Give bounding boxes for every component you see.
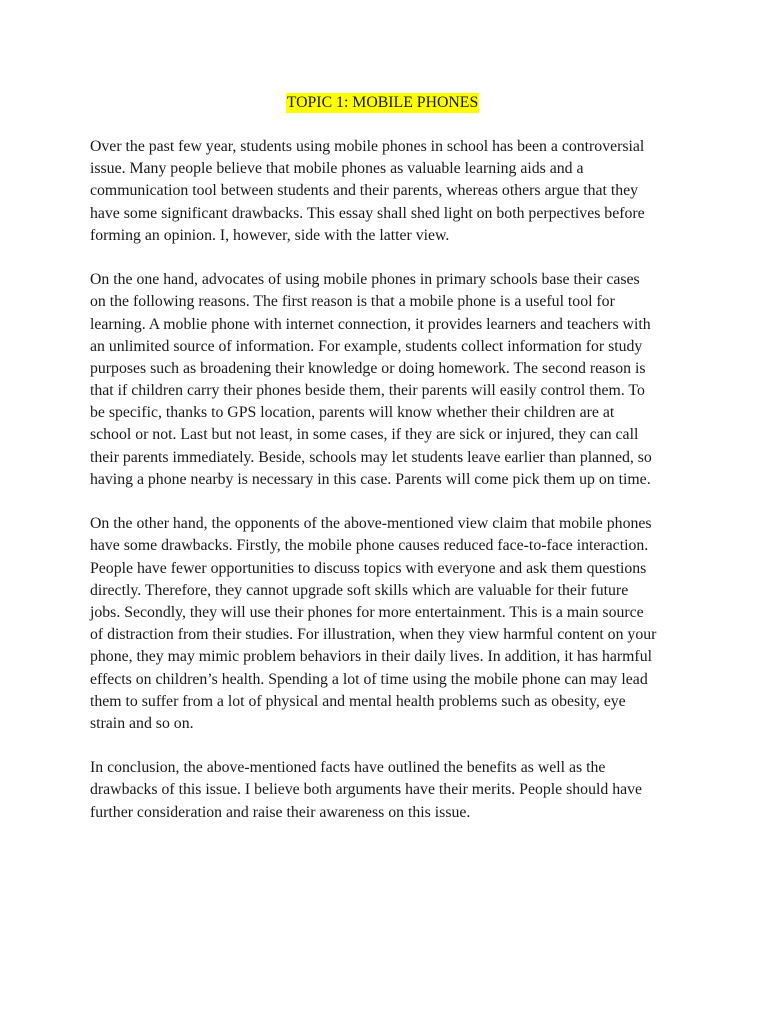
text-line: issue. Many people believe that mobile phones as valuable learning aids and a: [90, 160, 584, 178]
text-line: have some significant drawbacks. This essay shall shed light on both perpectives before: [90, 204, 645, 222]
document-title: TOPIC 1: MOBILE PHONES: [286, 94, 479, 111]
text-line: forming an opinion. I, however, side with the latter view.: [90, 226, 450, 244]
text-line: have some drawbacks. Firstly, the mobile phone causes reduced face-to-face interaction.: [90, 537, 649, 555]
text-line: On the one hand, advocates of using mobile phones in primary schools base their cases: [90, 271, 640, 289]
text-line: In conclusion, the above-mentioned facts have outlined the benefits as well as the: [90, 759, 606, 777]
text-line: be specific, thanks to GPS location, parents will know whether their children are at: [90, 404, 615, 422]
text-line: drawbacks of this issue. I believe both arguments have their merits. People should have: [90, 781, 643, 799]
text-line: People have fewer opportunities to discuss topics with everyone and ask them questions: [90, 559, 647, 577]
text-line: learning. A moblie phone with internet connection, it provides learners and teachers with: [90, 315, 651, 333]
text-line: Over the past few year, students using mobile phones in school has been a controversial: [90, 138, 645, 155]
text-line: effects on children’s health. Spending a lot of time using the mobile phone can may lead: [90, 670, 648, 688]
text-line: strain and so on.: [90, 714, 194, 732]
text-line: having a phone nearby is necessary in this case. Parents will come pick them up on time.: [90, 470, 651, 488]
text-line: that if children carry their phones beside them, their parents will easily control them. To: [90, 382, 645, 400]
document-body: [90, 92, 675, 846]
paragraph-advantages: [90, 269, 675, 491]
paragraph-introduction: [90, 136, 675, 247]
text-line: on the following reasons. The first reason is that a mobile phone is a useful tool for: [90, 293, 615, 311]
text-line: them to suffer from a lot of physical and mental health problems such as obesity, eye: [90, 692, 626, 710]
text-line: directly. Therefore, they cannot upgrade soft skills which are valuable for their future: [90, 581, 629, 599]
text-line: an unlimited source of information. For example, students collect information for study: [90, 337, 643, 355]
text-line: further consideration and raise their awareness on this issue.: [90, 803, 471, 821]
text-line: school or not. Last but not least, in some cases, if they are sick or injured, they can call: [90, 426, 639, 444]
paragraph-disadvantages: [90, 513, 675, 735]
text-line: On the other hand, the opponents of the above-mentioned view claim that mobile phones: [90, 515, 652, 533]
paragraph-conclusion: [90, 757, 675, 824]
text-line: purposes such as broadening their knowledge or doing homework. The second reason is: [90, 359, 646, 377]
text-line: communication tool between students and their parents, whereas others argue that they: [90, 182, 639, 200]
title-row: [90, 92, 675, 114]
text-line: of distraction from their studies. For illustration, when they view harmful content on your: [90, 626, 657, 644]
text-line: jobs. Secondly, they will use their phones for more entertainment. This is a main source: [90, 603, 644, 621]
text-line: phone, they may mimic problem behaviors in their daily lives. In addition, it has harmful: [90, 648, 652, 666]
text-line: their parents immediately. Beside, schools may let students leave earlier than planned, so: [90, 448, 652, 466]
